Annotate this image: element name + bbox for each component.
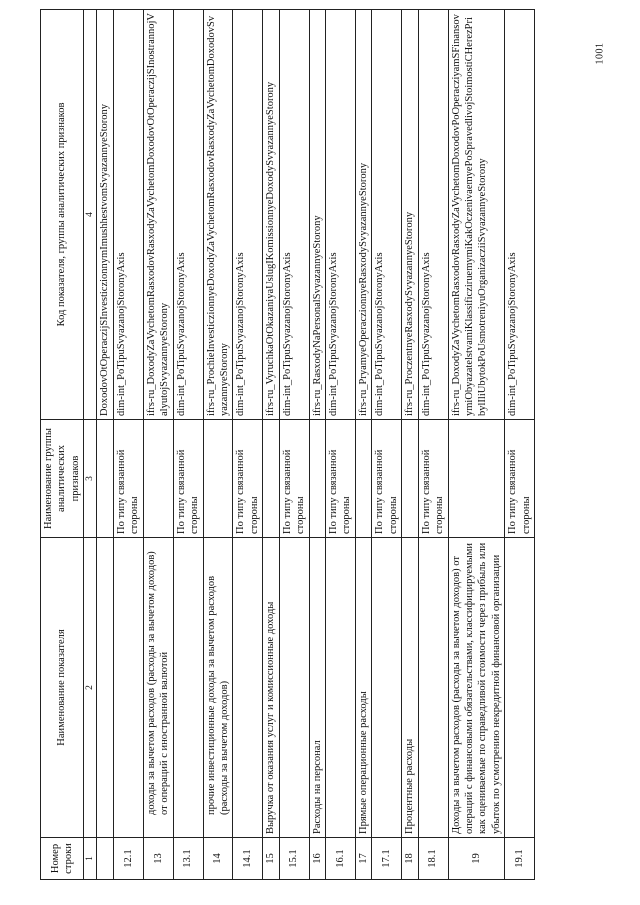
indicator-code-cell: dim-int_PoTipuSvyazanojStoronyAxis <box>173 10 203 420</box>
indicator-code-cell: dim-int_PoTipuSvyazanojStoronyAxis <box>326 10 356 420</box>
indicator-code-cell: dim-int_PoTipuSvyazanojStoronyAxis <box>372 10 402 420</box>
group-name-cell: По типу связанной стороны <box>113 420 143 538</box>
table-row <box>418 10 448 880</box>
row-number-cell: 16 <box>309 838 325 880</box>
header-row <box>41 10 84 880</box>
table-row <box>263 10 279 880</box>
table-row <box>97 10 113 880</box>
row-number-cell: 15 <box>263 838 279 880</box>
column-number: 2 <box>84 538 97 838</box>
group-name-cell <box>402 420 418 538</box>
header-group-name: Наименование группы аналитических признаков <box>41 420 84 538</box>
group-name-cell: По типу связанной стороны <box>505 420 535 538</box>
table-row <box>309 10 325 880</box>
group-name-cell: По типу связанной стороны <box>326 420 356 538</box>
indicator-code-cell: dim-int_PoTipuSvyazanojStoronyAxis <box>279 10 309 420</box>
row-number-cell: 16.1 <box>326 838 356 880</box>
indicator-code-cell: ifrs-ru_DoxodyZaVychetomRasxodovRasxodyZaVychetomDoxodovPoOperacziyamSFinansovymiObyazatelstvamiKlassificziruemymiKakOczenivaemyePoSpravedlivojStoimostiCHerezPribylIliUbytokPoUsmotreniyuOrganizacziiSvyazannyeStorony <box>448 10 505 420</box>
indicator-name-cell: Расходы на персонал <box>309 538 325 838</box>
table-row <box>233 10 263 880</box>
row-number-cell: 13.1 <box>173 838 203 880</box>
table-row <box>402 10 418 880</box>
column-number: 4 <box>84 10 97 420</box>
table-row <box>355 10 371 880</box>
indicator-name-cell: прочие инвестиционные доходы за вычетом расходов (расходы за вычетом доходов) <box>203 538 233 838</box>
table-row <box>448 10 505 880</box>
table-row <box>326 10 356 880</box>
table-row <box>173 10 203 880</box>
indicator-name-cell <box>279 538 309 838</box>
header-row-number: Номер строки <box>41 838 84 880</box>
group-name-cell <box>355 420 371 538</box>
row-number-cell: 19.1 <box>505 838 535 880</box>
indicator-name-cell: Прямые операционные расходы <box>355 538 371 838</box>
group-name-cell <box>203 420 233 538</box>
row-number-cell: 14.1 <box>233 838 263 880</box>
indicator-name-cell <box>505 538 535 838</box>
row-number-cell: 12.1 <box>113 838 143 880</box>
group-name-cell <box>448 420 505 538</box>
row-number-cell: 17 <box>355 838 371 880</box>
group-name-cell: По типу связанной стороны <box>233 420 263 538</box>
table-row <box>113 10 143 880</box>
row-number-cell: 15.1 <box>279 838 309 880</box>
indicator-name-cell <box>326 538 356 838</box>
header-indicator-name: Наименование показателя <box>41 538 84 838</box>
page-number: 1001 <box>594 42 606 65</box>
indicator-code-cell: ifrs-ru_RasxodyNaPersonalSvyazannyeStorony <box>309 10 325 420</box>
indicator-code-cell: ifrs-ru_PryamyeOperaczionnyeRasxodySvyazannyeStorony <box>355 10 371 420</box>
indicator-code-cell: dim-int_PoTipuSvyazanojStoronyAxis <box>233 10 263 420</box>
row-number-cell: 18 <box>402 838 418 880</box>
group-name-cell: По типу связанной стороны <box>418 420 448 538</box>
table-row <box>505 10 535 880</box>
group-name-cell: По типу связанной стороны <box>372 420 402 538</box>
table-row <box>279 10 309 880</box>
header-code: Код показателя, группы аналитических признаков <box>41 10 84 420</box>
group-name-cell <box>97 420 113 538</box>
indicator-code-cell: dim-int_PoTipuSvyazanojStoronyAxis <box>505 10 535 420</box>
row-number-cell: 14 <box>203 838 233 880</box>
table-row <box>372 10 402 880</box>
indicator-name-cell <box>233 538 263 838</box>
indicator-name-cell <box>113 538 143 838</box>
group-name-cell: По типу связанной стороны <box>173 420 203 538</box>
indicator-name-cell: Доходы за вычетом расходов (расходы за вычетом доходов) от операций с финансовыми обязательствами, классифицируемыми как оцениваемые по справедливой стоимости через прибыль или убыток по усмотрению некредитной финансовой организации <box>448 538 505 838</box>
indicator-name-cell: Процентные расходы <box>402 538 418 838</box>
row-number-cell: 13 <box>143 838 173 880</box>
indicators-table <box>40 9 535 880</box>
indicator-name-cell: Выручка от оказания услуг и комиссионные доходы <box>263 538 279 838</box>
group-name-cell <box>309 420 325 538</box>
indicator-code-cell: DoxodovOtOperaczijSInvesticzionnymImushhestvomSvyazannyeStorony <box>97 10 113 420</box>
column-number: 1 <box>84 838 97 880</box>
column-number: 3 <box>84 420 97 538</box>
indicator-name-cell <box>97 538 113 838</box>
indicator-code-cell: ifrs-ru_ProchieInvesticzionnyeDoxodyZaVychetomRasxodovRasxodyZaVychetomDoxodovSvyazannyeStorony <box>203 10 233 420</box>
row-number-cell: 17.1 <box>372 838 402 880</box>
indicator-name-cell <box>418 538 448 838</box>
table-row <box>143 10 173 880</box>
table-body <box>97 10 535 880</box>
indicator-name-cell <box>372 538 402 838</box>
group-name-cell <box>143 420 173 538</box>
row-number-cell: 18.1 <box>418 838 448 880</box>
table-row <box>203 10 233 880</box>
group-name-cell: По типу связанной стороны <box>279 420 309 538</box>
row-number-cell: 19 <box>448 838 505 880</box>
indicator-code-cell: ifrs-ru_DoxodyZaVychetomRasxodovRasxodyZaVychetomDoxodovOtOperaczijSInostrannojValyutojSvyazannyeStorony <box>143 10 173 420</box>
column-number-row <box>84 10 97 880</box>
rotated-page <box>40 10 600 880</box>
indicator-code-cell: ifrs-ru_VyruchkaOtOkazaniyaUslugIKomissionnyeDoxodySvyazannyeStorony <box>263 10 279 420</box>
indicator-name-cell <box>173 538 203 838</box>
indicator-name-cell: доходы за вычетом расходов (расходы за вычетом доходов) от операций с иностранной валютой <box>143 538 173 838</box>
row-number-cell <box>97 838 113 880</box>
indicator-code-cell: dim-int_PoTipuSvyazanojStoronyAxis <box>113 10 143 420</box>
indicator-code-cell: dim-int_PoTipuSvyazanojStoronyAxis <box>418 10 448 420</box>
indicator-code-cell: ifrs-ru_ProczentnyeRasxodySvyazannyeStorony <box>402 10 418 420</box>
group-name-cell <box>263 420 279 538</box>
